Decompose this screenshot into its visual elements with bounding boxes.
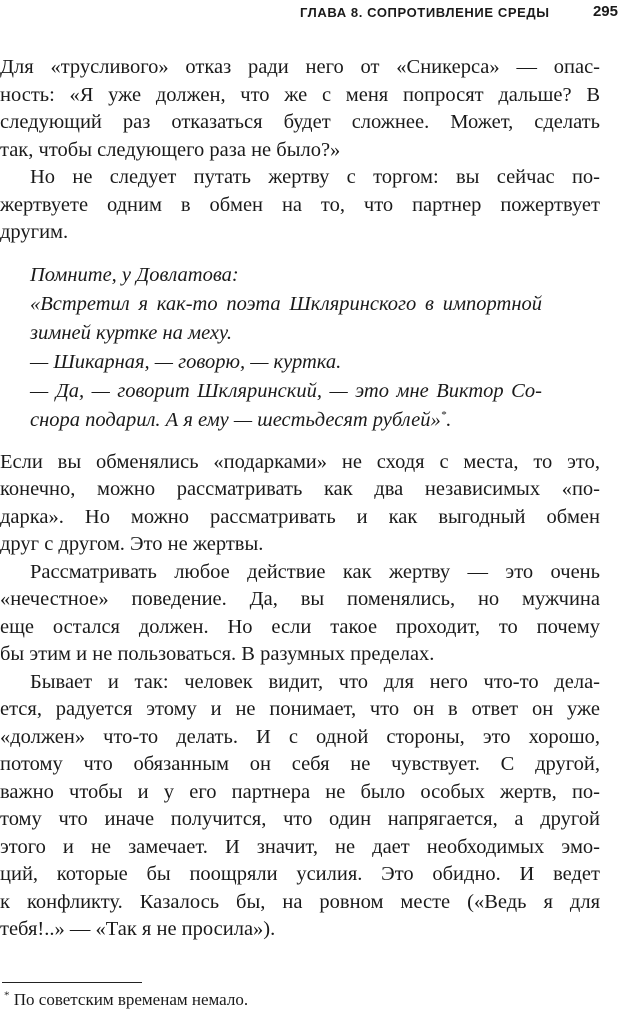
text-line: ций, которые бы поощряли усилия. Это обидно. И ведет: [0, 863, 600, 885]
text-line: важно чтобы и у его партнера не было особых жертв, по-: [0, 780, 600, 803]
quote-line: — Шикарная, — говорю, — куртка.: [30, 350, 342, 373]
text-line: Для «трусливого» отказ ради него от «Сникерса» — опас-: [0, 56, 600, 78]
text-line: жертвуете одним в обмен на то, что партнер пожертвует: [0, 193, 600, 216]
paragraph: [0, 559, 600, 669]
quote-block: [0, 261, 542, 435]
quote-line: зимней куртке на меху.: [30, 321, 232, 344]
paragraph-continued: [0, 192, 600, 247]
footnote-text: По советским временам немало.: [13, 990, 249, 1009]
text-line: друг с другом. Это не жертвы.: [0, 533, 264, 555]
text-line: Рассматривать любое действие как жертву — это очень: [30, 560, 600, 583]
text-line: бы этим и не пользоваться. В разумных пределах.: [0, 643, 435, 665]
text-line: следующий раз отказаться будет сложнее. Может, сделать: [0, 111, 600, 133]
text-line: дарка». Но можно рассматривать и как выгодный обмен: [0, 505, 600, 528]
text-line: тому что иначе получится, что один напрягается, а другой: [0, 808, 600, 830]
text-line: ется, радуется этому и не понимает, что он в ответ он уже: [0, 698, 600, 720]
quote-line-text: снора подарил. А я ему — шестьдесят рублей»: [30, 408, 441, 431]
quote-line: — Да, — говорит Шкляринский, — это мне Виктор Со-: [30, 379, 542, 402]
page-number: 295: [592, 3, 618, 20]
quote-end-punct: .: [446, 408, 452, 431]
paragraph: [0, 449, 600, 559]
quote-line-last: [30, 406, 542, 435]
text-line: тебя!..» — «Так я не просила»).: [0, 918, 276, 940]
text-line: Если вы обменялись «подарками» не сходя с места, то это,: [0, 450, 600, 473]
chapter-title: ГЛАВА 8. СОПРОТИВЛЕНИЕ СРЕДЫ: [300, 5, 550, 20]
text-line: еще остался должен. Но если такое проходит, то почему: [0, 615, 600, 638]
main-text: [0, 54, 600, 944]
quote-line: Помните, у Довлатова:: [30, 263, 239, 286]
text-line: конечно, можно рассматривать как два независимых «по-: [0, 478, 600, 500]
text-line: потому что обязанным он себя не чувствует. С другой,: [0, 753, 600, 775]
footnote-mark: *: [4, 989, 10, 1002]
quote-line: «Встретил я как-то поэта Шкляринского в импортной: [30, 292, 542, 315]
text-line: другим.: [0, 221, 69, 243]
text-line: «нечестное» поведение. Да, вы поменялись, но мужчина: [0, 588, 600, 610]
text-line: Бывает и так: человек видит, что для него что-то дела-: [30, 670, 600, 693]
paragraph: [0, 54, 600, 164]
text-line: ность: «Я уже должен, что же с меня попросят дальше? В: [0, 83, 600, 106]
text-line: Но не следует путать жертву с торгом: вы сейчас по-: [30, 166, 600, 188]
text-line: так, чтобы следующего раза не было?»: [0, 138, 341, 161]
paragraph: [0, 164, 600, 192]
footnote-divider: [2, 982, 142, 983]
footnote: [4, 990, 248, 1010]
text-line: к конфликту. Казалось бы, на ровном месте («Ведь я для: [0, 890, 600, 913]
footnote-reference[interactable]: *: [440, 408, 447, 421]
text-line: этого и не замечает. И значит, не дает необходимых эмо-: [0, 835, 600, 858]
text-line: «должен» что-то делать. И с одной стороны, это хорошо,: [0, 725, 600, 748]
running-header: [300, 2, 618, 24]
paragraph: [0, 669, 600, 944]
